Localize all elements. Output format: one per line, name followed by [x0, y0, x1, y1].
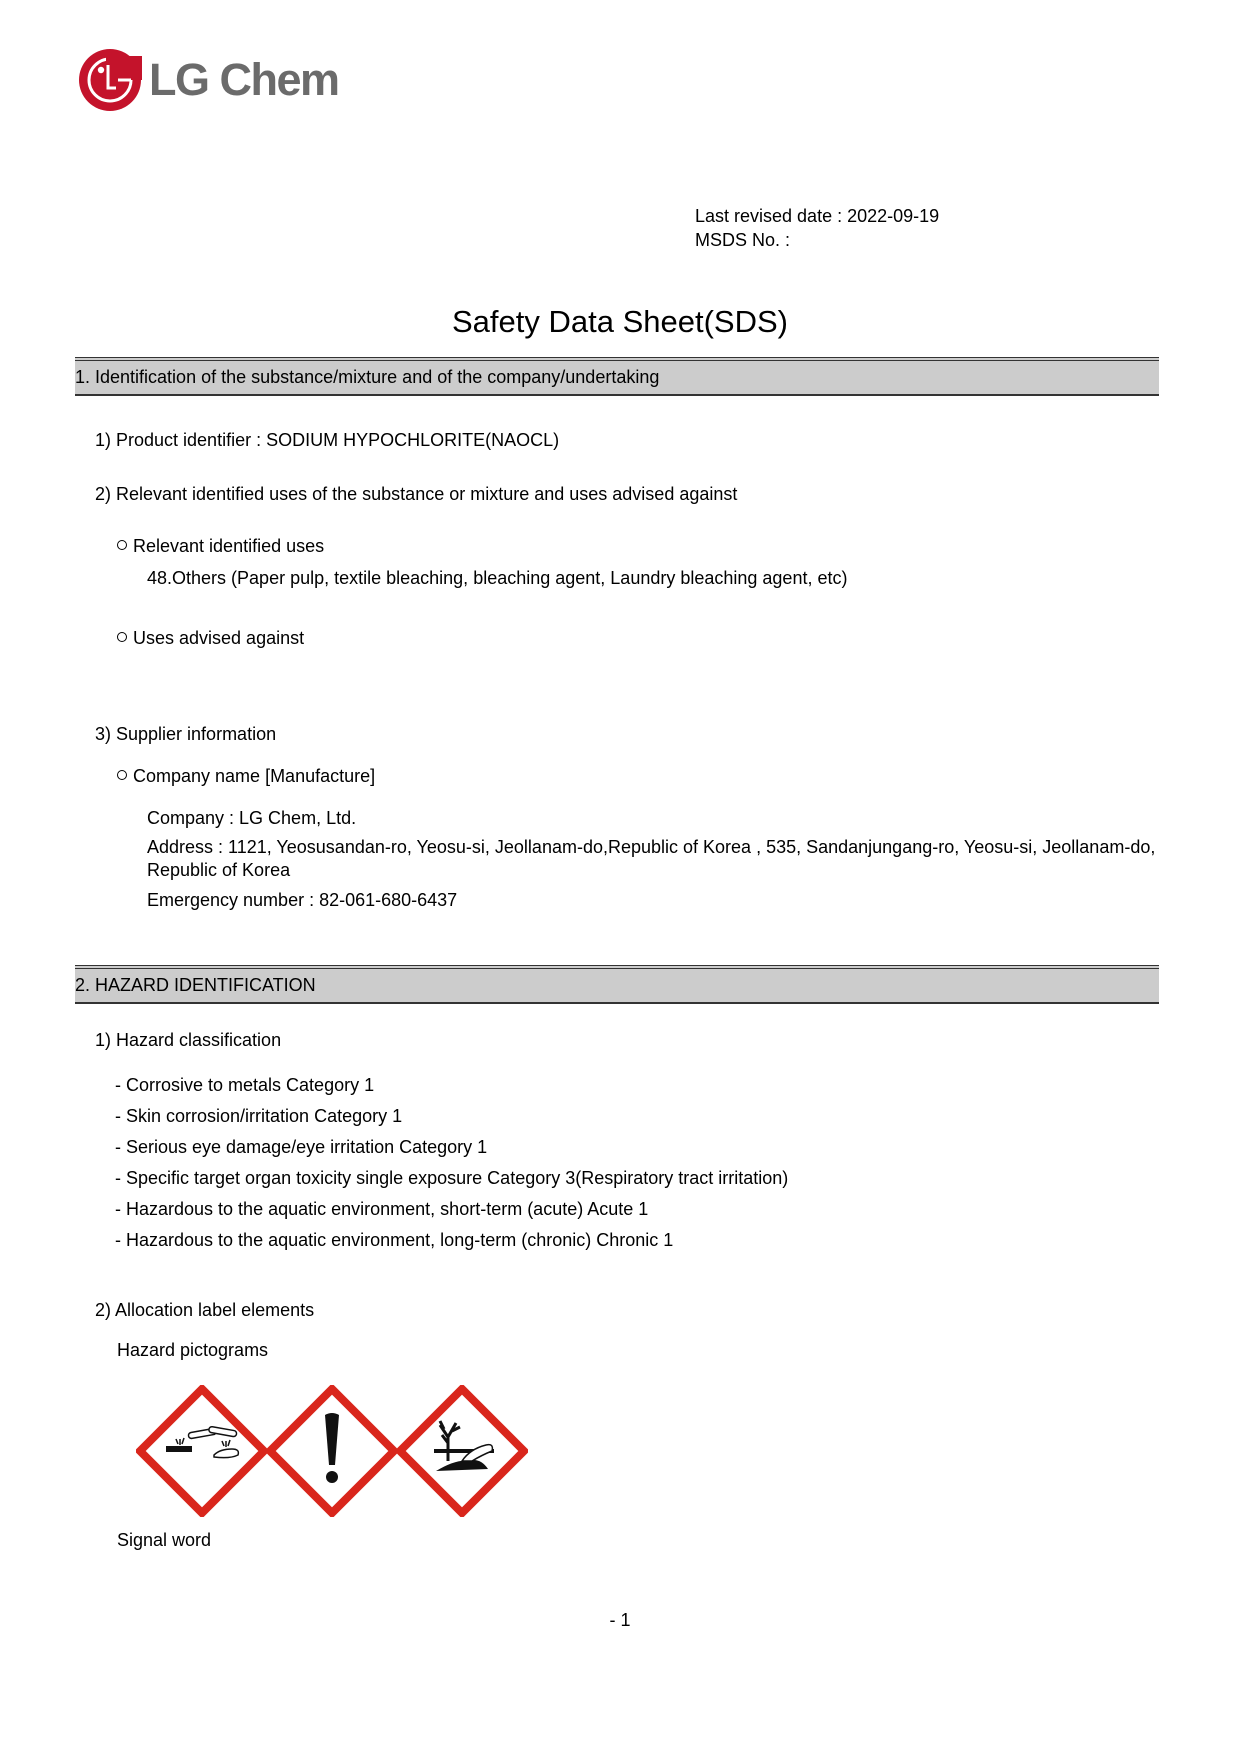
environment-icon — [396, 1385, 528, 1517]
hazard-classification-item: - Corrosive to metals Category 1 — [115, 1075, 375, 1095]
section-1-header: 1. Identification of the substance/mixture and of the company/undertaking — [75, 357, 1159, 396]
relevant-uses-item — [117, 536, 324, 557]
last-revised-date: Last revised date : 2022-09-19 — [695, 206, 940, 226]
company: Company : LG Chem, Ltd. — [147, 808, 357, 828]
uses-advised-against-label: Uses advised against — [133, 628, 305, 648]
hazard-classification-item: - Specific target organ toxicity single exposure Category 3(Respiratory tract irritation) — [115, 1168, 789, 1188]
hazard-classification-item: - Skin corrosion/irritation Category 1 — [115, 1106, 403, 1126]
hazard-classification-item: - Hazardous to the aquatic environment, long-term (chronic) Chronic 1 — [115, 1230, 674, 1250]
document-meta — [695, 204, 939, 252]
lg-logo-icon — [78, 48, 142, 112]
emergency-number: Emergency number : 82-061-680-6437 — [147, 890, 458, 910]
page-title: Safety Data Sheet(SDS) — [452, 304, 788, 339]
hazard-pictograms-label: Hazard pictograms — [117, 1340, 269, 1360]
hazard-classification-item: - Hazardous to the aquatic environment, short-term (acute) Acute 1 — [115, 1199, 649, 1219]
circle-bullet-icon — [117, 540, 127, 550]
relevant-uses-label: Relevant identified uses — [133, 536, 325, 556]
relevant-uses-heading: 2) Relevant identified uses of the substance or mixture and uses advised against — [95, 484, 738, 504]
company-name-item — [117, 766, 375, 787]
label-elements-heading: 2) Allocation label elements — [95, 1300, 315, 1320]
exclamation-mark-icon — [266, 1385, 398, 1517]
supplier-heading: 3) Supplier information — [95, 724, 277, 744]
address: Address : 1121, Yeosusandan-ro, Yeosu-si, Jeollanam-do,Republic of Korea , 535, Sandanjungang-ro, Yeosu-si, Jeollanam-do, Republic of Korea — [147, 837, 1156, 880]
product-identifier: 1) Product identifier : SODIUM HYPOCHLORITE(NAOCL) — [95, 430, 560, 450]
page-number: - 1 — [609, 1610, 631, 1630]
lg-chem-logo — [78, 48, 358, 112]
uses-advised-against-item — [117, 628, 304, 649]
section-2-header: 2. HAZARD IDENTIFICATION — [75, 965, 1159, 1004]
circle-bullet-icon — [117, 770, 127, 780]
circle-bullet-icon — [117, 632, 127, 642]
logo-text: LG Chem — [149, 54, 339, 105]
relevant-uses-value: 48.Others (Paper pulp, textile bleaching, bleaching agent, Laundry bleaching agent, etc) — [147, 568, 848, 588]
company-name-label: Company name [Manufacture] — [133, 766, 376, 786]
msds-number: MSDS No. : — [695, 230, 791, 250]
signal-word-label: Signal word — [117, 1530, 212, 1550]
hazard-classification-item: - Serious eye damage/eye irritation Category 1 — [115, 1137, 488, 1157]
hazard-classification-heading: 1) Hazard classification — [95, 1030, 282, 1050]
corrosion-icon — [136, 1385, 268, 1517]
